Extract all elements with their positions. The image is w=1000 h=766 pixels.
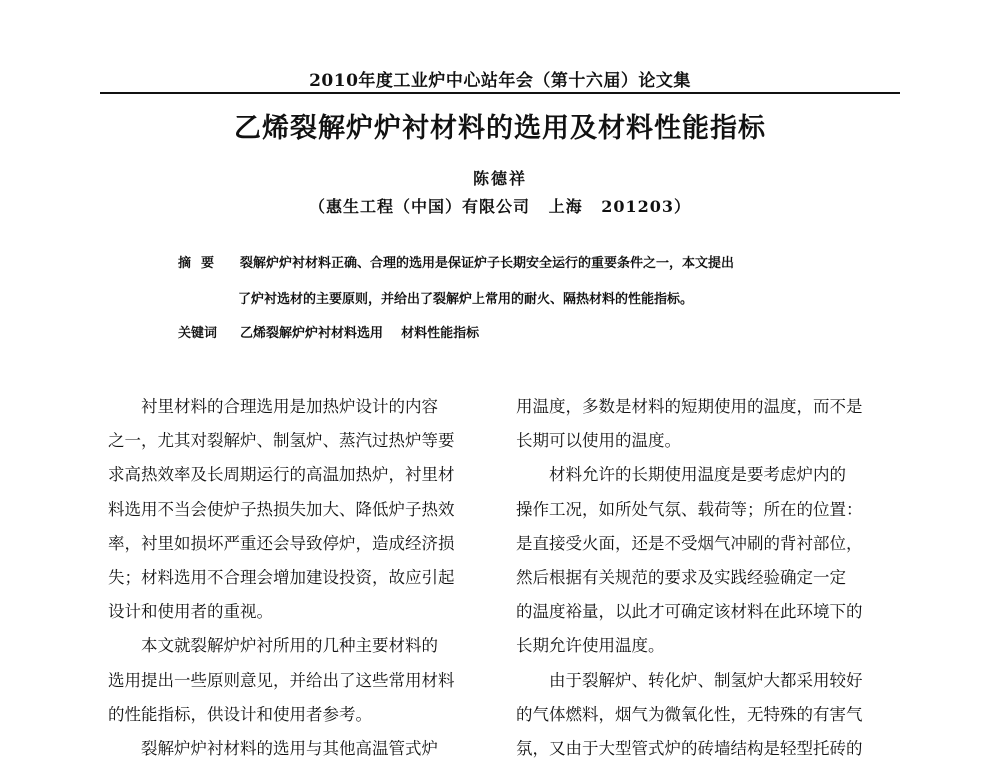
body-line: 的温度裕量，以此才可确定该材料在此环境下的 [516,602,863,622]
abstract-label: 摘要 [178,256,225,271]
abstract-text-1: 裂解炉炉衬材料正确、合理的选用是保证炉子长期安全运行的重要条件之一，本文提出 [240,256,735,271]
body-line: 是直接受火面，还是不受烟气冲刷的背衬部位， [516,533,863,553]
header-rule [100,92,900,94]
affiliation-city: 上海 [548,197,583,216]
keywords-label: 关键词 [178,326,218,341]
affiliation-zip: 201203） [601,197,691,216]
body-line: 选用提出一些原则意见，并给出了这些常用材料 [108,670,455,690]
abstract-line-1 [178,250,838,278]
paper-title: 乙烯裂解炉炉衬材料的选用及材料性能指标 [234,113,766,144]
body-left-column [108,390,492,766]
body-line: 长期可以使用的温度。 [516,431,681,451]
body-line: 求高热效率及长周期运行的高温加热炉，衬里材 [108,465,455,485]
body-line: 操作工况，如所处气氛、载荷等；所在的位置： [516,499,863,519]
body-line: 率，衬里如损坏严重还会导致停炉，造成经济损 [108,533,455,553]
abstract-line-2: 了炉衬选材的主要原则，并给出了裂解炉上常用的耐火、隔热材料的性能指标。 [238,292,694,307]
affiliation [0,194,1000,217]
keywords-text: 乙烯裂解炉炉衬材料选用 材料性能指标 [240,326,480,341]
body-line: 失；材料选用不合理会增加建设投资，故应引起 [108,568,455,588]
body-line: 料选用不当会使炉子热损失加大、降低炉子热效 [108,499,455,519]
running-header: 2010年度工业炉中心站年会（第十六届）论文集 [309,71,691,91]
author-name: 陈德祥 [472,169,527,188]
body-right-column [516,390,900,766]
keywords-line [178,320,838,348]
body-line: 衬里材料的合理选用是加热炉设计的内容 [141,397,438,416]
affiliation-company: （惠生工程（中国）有限公司 [309,197,531,216]
body-line: 设计和使用者的重视。 [108,602,273,622]
body-line: 氛，又由于大型管式炉的砖墙结构是轻型托砖的 [516,739,863,759]
body-line: 之一，尤其对裂解炉、制氢炉、蒸汽过热炉等要 [108,431,455,451]
body-line: 用温度，多数是材料的短期使用的温度，而不是 [516,397,863,416]
body-line: 长期允许使用温度。 [516,636,665,656]
body-line: 的气体燃料，烟气为微氧化性，无特殊的有害气 [516,704,863,724]
body-line: 本文就裂解炉炉衬所用的几种主要材料的 [141,636,438,656]
body-line: 裂解炉炉衬材料的选用与其他高温管式炉 [141,739,438,759]
body-line: 的性能指标，供设计和使用者参考。 [108,704,372,724]
body-line: 材料允许的长期使用温度是要考虑炉内的 [549,465,846,485]
body-line: 由于裂解炉、转化炉、制氢炉大都采用较好 [549,670,863,690]
body-line: 然后根据有关规范的要求及实践经验确定一定 [516,568,846,588]
